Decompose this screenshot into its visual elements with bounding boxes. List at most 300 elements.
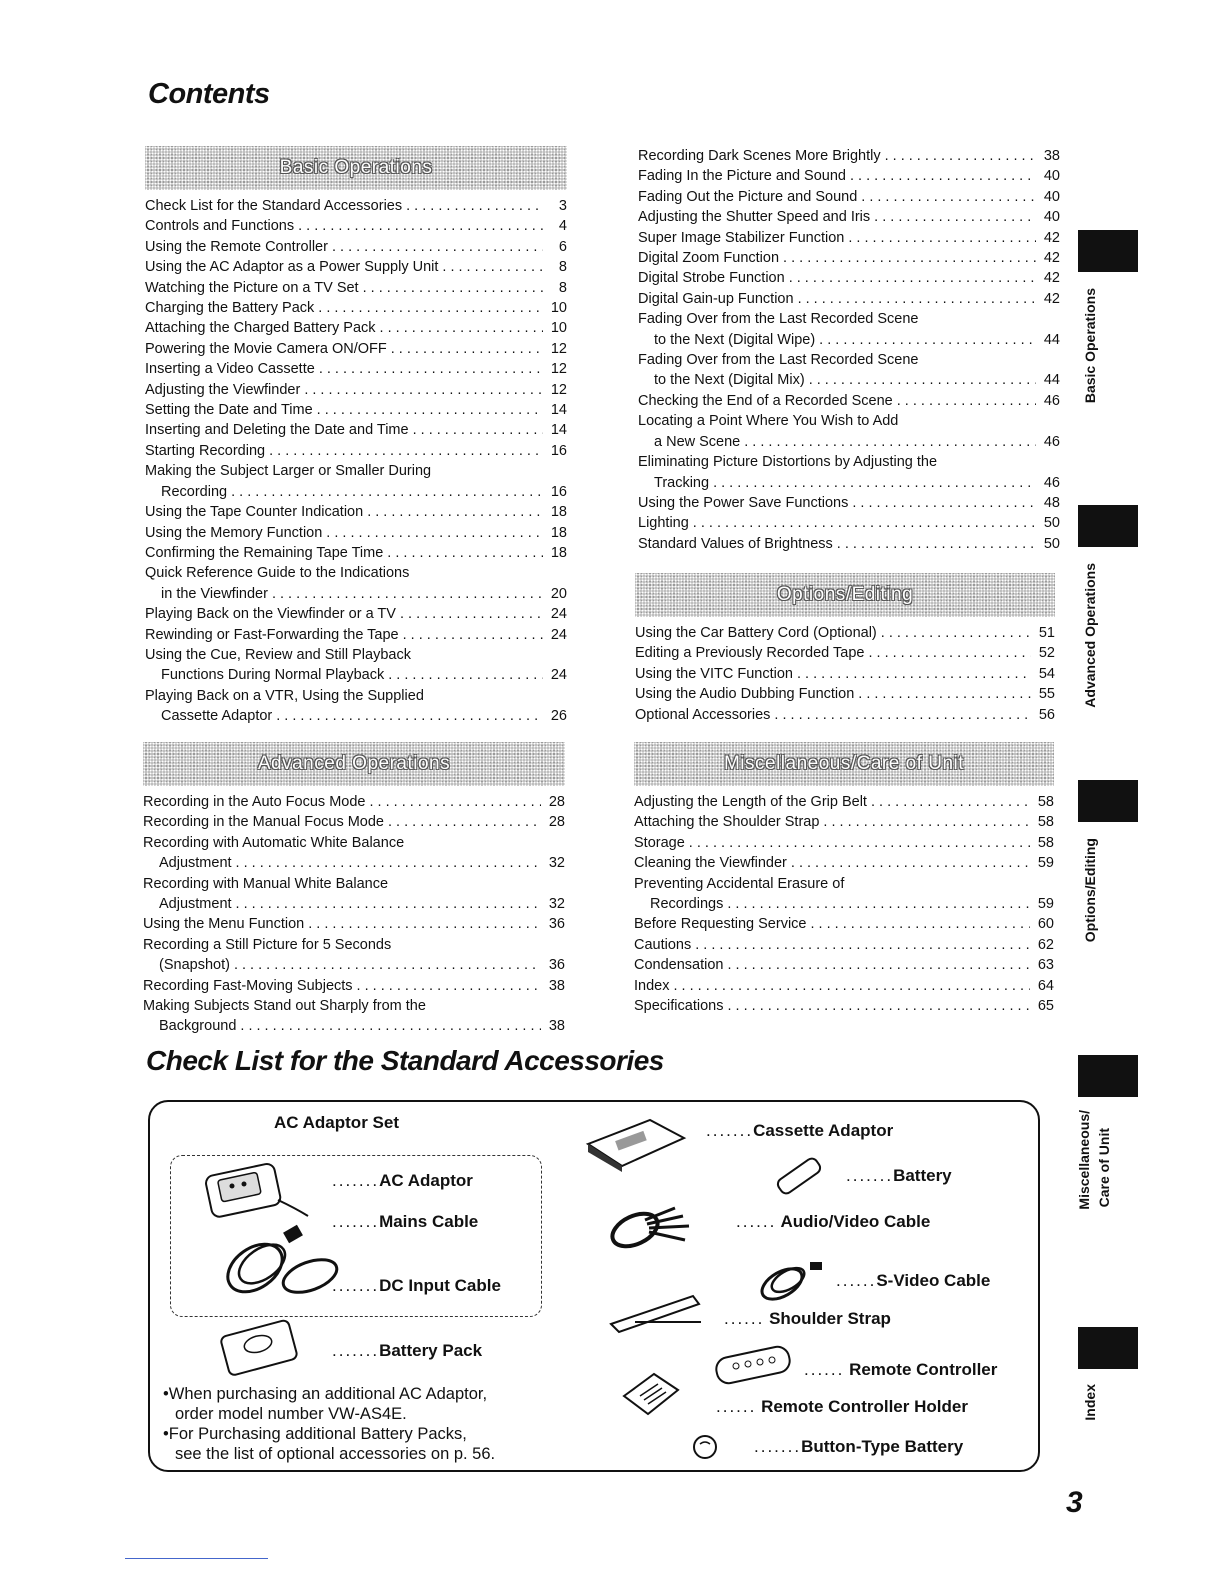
toc-entry [635,623,1055,643]
footer-rule [125,1558,268,1559]
av-cable-icon [605,1196,705,1254]
dot-leader [369,792,541,812]
tab-index[interactable]: Index [1082,1384,1098,1421]
toc-entry [638,493,1060,513]
dot-leader [272,584,543,604]
cassette-adaptor-icon [580,1114,690,1176]
toc-entry-label: Adjustment [159,896,232,913]
toc-entry-label: Inserting and Deleting the Date and Time [145,422,409,439]
toc-entry [143,996,565,1037]
toc-entry-label: Using the Menu Function [143,916,305,933]
button-battery-item: .......Button-Type Battery [754,1437,964,1456]
toc-entry [143,935,565,976]
toc-entry-page: 44 [1043,372,1060,389]
dot-leader [713,473,1036,493]
toc-entry-page: 59 [1037,855,1054,872]
toc-entry-page: 50 [1043,515,1060,532]
toc-entry-page: 55 [1038,686,1055,703]
toc-entry-page: 12 [550,361,567,378]
toc-entry-label: Using the Memory Function [145,524,323,541]
toc-entry [638,228,1060,248]
toc-entry-label: Using the Power Save Functions [638,494,849,511]
remote-holder-icon [620,1370,682,1418]
toc-entry-page: 24 [550,626,567,643]
toc-entry-page: 32 [548,896,565,913]
dot-leader [319,359,543,379]
toc-entry-label: (Snapshot) [159,957,230,974]
tab-block-basic [1078,230,1138,272]
toc-right-column [638,146,1060,554]
tab-block-advanced [1078,505,1138,547]
toc-entry-label: Confirming the Remaining Tape Time [145,544,384,561]
dot-leader [388,665,543,685]
dot-leader [357,976,541,996]
toc-entry-label: Storage [634,834,685,851]
toc-entry-label: Digital Zoom Function [638,250,780,267]
toc-entry-page: 38 [548,977,565,994]
toc-entry-label: Attaching the Charged Battery Pack [145,320,376,337]
toc-entry [634,853,1054,873]
tab-basic-operations[interactable]: Basic Operations [1082,288,1098,404]
toc-entry-label: Watching the Picture on a TV Set [145,279,359,296]
dot-leader [231,482,543,502]
toc-entry-label: Standard Values of Brightness [638,535,833,552]
toc-entry-page: 6 [558,238,567,255]
toc-entry-label: Before Requesting Service [634,916,807,933]
toc-entry-label: Controls and Functions [145,218,295,235]
dot-leader [858,684,1031,704]
toc-entry [145,563,567,604]
dot-leader [897,391,1036,411]
dot-leader [236,853,541,873]
toc-entry-page: 36 [548,916,565,933]
toc-entry-label: Using the Tape Counter Indication [145,504,364,521]
dot-leader [326,523,543,543]
av-cable-item: ...... Audio/Video Cable [736,1212,931,1231]
toc-entry [145,502,567,522]
toc-entry-label: in the Viewfinder [161,585,268,602]
dc-input-cable-item: .......DC Input Cable [332,1276,501,1295]
battery-item: .......Battery [846,1166,952,1185]
tab-block-index [1078,1327,1138,1369]
toc-entry-page: 46 [1043,474,1060,491]
toc-entry-page: 58 [1037,814,1054,831]
toc-entry-page: 40 [1043,188,1060,205]
ac-adaptor-item: .......AC Adaptor [332,1171,473,1190]
dot-leader [789,268,1036,288]
dot-leader [811,914,1031,934]
toc-basic-list [145,196,567,727]
toc-entry-page: 26 [550,708,567,725]
dot-leader [727,894,1030,914]
toc-entry-page: 14 [550,422,567,439]
dot-leader [380,318,543,338]
toc-entry [143,812,565,832]
dot-leader [874,207,1036,227]
mains-cable-item: .......Mains Cable [332,1212,479,1231]
toc-entry [638,146,1060,166]
toc-entry [638,166,1060,186]
toc-entry [145,339,567,359]
toc-entry-label: a New Scene [654,433,741,450]
toc-entry-page: 65 [1037,998,1054,1015]
toc-entry [145,196,567,216]
dot-leader [852,493,1036,513]
toc-misc-column [634,742,1054,1016]
toc-entry-label: Optional Accessories [635,706,771,723]
dot-leader [388,812,541,832]
toc-entry-label: Recording in the Manual Focus Mode [143,814,384,831]
toc-entry-label: Adjusting the Length of the Grip Belt [634,794,867,810]
toc-entry [638,187,1060,207]
toc-entry-label: Recording with Manual White Balance [143,875,389,892]
toc-options-column [635,573,1055,725]
toc-entry [143,874,565,915]
toc-entry-label: Fading Over from the Last Recorded Scene [638,311,919,328]
page-number: 3 [1066,1486,1083,1519]
toc-entry-label: Charging the Battery Pack [145,300,315,317]
toc-entry [145,278,567,298]
toc-entry-label: Using the Remote Controller [145,238,328,255]
toc-entry [145,216,567,236]
toc-entry-label: Lighting [638,515,689,532]
toc-entry [145,543,567,563]
tab-misc-line1[interactable]: Miscellaneous/ [1076,1110,1092,1210]
toc-entry-label: Locating a Point Where You Wish to Add [638,413,899,430]
toc-entry-page: 10 [550,300,567,317]
toc-entry-label: Inserting a Video Cassette [145,361,315,378]
dot-leader [400,604,543,624]
toc-entry-label: Specifications [634,998,724,1015]
toc-entry-label: Fading Over from the Last Recorded Scene [638,352,919,369]
toc-entry-page: 48 [1043,494,1060,511]
toc-entry-page: 36 [548,957,565,974]
toc-entry-label: Attaching the Shoulder Strap [634,814,820,831]
dot-leader [236,894,541,914]
toc-entry-label: Condensation [634,957,724,974]
toc-entry [638,411,1060,452]
dot-leader [819,330,1036,350]
toc-entry-page: 3 [558,198,567,214]
cable-coil-icon [210,1218,350,1308]
toc-entry [145,461,567,502]
dot-leader [304,380,543,400]
toc-entry [143,833,565,874]
ac-adaptor-set-label: AC Adaptor Set [274,1113,399,1132]
toc-entry-page: 18 [550,504,567,521]
toc-entry-page: 20 [550,585,567,602]
toc-entry-label: Using the Cue, Review and Still Playback [145,646,411,663]
banner-options-editing: Options/Editing [635,573,1055,617]
dot-leader [850,166,1036,186]
shoulder-strap-item: ...... Shoulder Strap [724,1309,891,1328]
dot-leader [298,216,543,236]
toc-entry [145,257,567,277]
toc-entry [638,534,1060,554]
toc-options-list [635,623,1055,725]
toc-entry-label: Digital Strobe Function [638,270,785,287]
banner-advanced-operations: Advanced Operations [143,742,565,786]
toc-entry [638,248,1060,268]
toc-entry-label: Super Image Stabilizer Function [638,229,845,246]
dot-leader [727,996,1030,1016]
toc-entry-page: 10 [550,320,567,337]
toc-misc-list [634,792,1054,1016]
dot-leader [871,792,1030,812]
toc-entry [638,350,1060,391]
toc-entry [638,289,1060,309]
dot-leader [693,513,1036,533]
toc-entry [638,391,1060,411]
toc-entry-label: Cleaning the Viewfinder [634,855,787,872]
tab-advanced-operations[interactable]: Advanced Operations [1082,563,1098,708]
button-battery-icon [690,1432,722,1462]
toc-entry [143,792,565,812]
toc-entry [634,976,1054,996]
toc-entry-label: Adjusting the Shutter Speed and Iris [638,209,871,226]
toc-entry-label: Eliminating Picture Distortions by Adjusting the [638,454,938,471]
toc-entry-page: 54 [1038,665,1055,682]
toc-entry-label: Fading Out the Picture and Sound [638,188,858,205]
dot-leader [391,339,543,359]
dot-leader [406,196,543,216]
dot-leader [403,625,543,645]
toc-entry-page: 8 [558,259,567,276]
toc-entry-page: 42 [1043,290,1060,307]
toc-entry-page: 24 [550,606,567,623]
toc-entry-page: 18 [550,524,567,541]
dot-leader [387,543,543,563]
toc-entry-label: Powering the Movie Camera ON/OFF [145,340,387,357]
toc-entry-page: 50 [1043,535,1060,552]
toc-entry-page: 56 [1038,706,1055,723]
banner-misc-care: Miscellaneous/Care of Unit [634,742,1054,786]
toc-entry-page: 4 [558,218,567,235]
toc-entry-page: 51 [1038,625,1055,641]
toc-entry-label: Adjusting the Viewfinder [145,381,301,398]
dot-leader [695,935,1030,955]
toc-entry-label: Setting the Date and Time [145,402,313,419]
toc-entry-label: Playing Back on the Viewfinder or a TV [145,606,396,623]
toc-entry-page: 18 [550,544,567,561]
dot-leader [332,237,543,257]
battery-pack-icon [218,1318,308,1380]
toc-entry-label: Making Subjects Stand out Sharply from the [143,998,426,1015]
toc-entry [145,645,567,686]
dot-leader [797,664,1031,684]
dot-leader [413,420,543,440]
remote-controller-icon [710,1342,800,1387]
toc-entry [145,420,567,440]
toc-entry-page: 42 [1043,270,1060,287]
toc-entry [635,664,1055,684]
toc-entry-page: 16 [550,442,567,459]
dot-leader [269,441,543,461]
toc-entry-page: 40 [1043,209,1060,226]
toc-entry-page: 62 [1037,936,1054,953]
toc-entry [634,874,1054,915]
toc-entry-label: Index [634,977,670,994]
toc-entry [634,996,1054,1016]
toc-entry-page: 28 [548,794,565,810]
toc-entry [634,792,1054,812]
toc-entry [638,513,1060,533]
battery-icon [772,1156,832,1196]
dot-leader [885,146,1036,166]
toc-entry [145,625,567,645]
toc-entry-label: Tracking [654,474,710,491]
toc-entry [638,207,1060,227]
toc-advanced-list [143,792,565,1037]
toc-entry-page: 12 [550,340,567,357]
dot-leader [868,643,1031,663]
toc-entry [634,955,1054,975]
dot-leader [318,298,543,318]
toc-entry-page: 46 [1043,392,1060,409]
toc-entry [145,523,567,543]
dot-leader [728,955,1031,975]
toc-entry-page: 16 [550,483,567,500]
toc-entry [145,359,567,379]
dot-leader [791,853,1030,873]
dot-leader [367,502,543,522]
battery-pack-item: .......Battery Pack [332,1341,483,1360]
toc-entry-page: 28 [548,814,565,831]
dot-leader [744,432,1036,452]
toc-entry-label: Quick Reference Guide to the Indications [145,565,410,582]
dot-leader [881,623,1031,643]
toc-entry-page: 46 [1043,433,1060,450]
toc-entry-label: Check List for the Standard Accessories [145,198,403,214]
toc-entry-label: Fading In the Picture and Sound [638,168,846,185]
toc-entry [145,380,567,400]
toc-entry-label: Using the Car Battery Cord (Optional) [635,625,877,641]
toc-entry-label: Adjustment [159,855,232,872]
toc-entry-page: 8 [558,279,567,296]
toc-entry [143,976,565,996]
toc-entry-label: Recordings [650,896,724,913]
dot-leader [823,812,1030,832]
toc-entry [145,237,567,257]
toc-entry-page: 42 [1043,250,1060,267]
toc-entry-page: 40 [1043,168,1060,185]
toc-entry-page: 42 [1043,229,1060,246]
toc-entry-page: 14 [550,402,567,419]
dot-leader [276,706,543,726]
toc-entry-label: Recording a Still Picture for 5 Seconds [143,936,392,953]
toc-entry-page: 60 [1037,916,1054,933]
dot-leader [861,187,1036,207]
toc-entry-page: 32 [548,855,565,872]
dot-leader [809,370,1036,390]
toc-entry-label: Cassette Adaptor [161,708,273,725]
toc-entry-label: Background [159,1018,237,1035]
toc-entry [638,268,1060,288]
ac-adaptor-icon [200,1160,315,1225]
toc-entry-label: Starting Recording [145,442,266,459]
note-ac-adaptor: •When purchasing an additional AC Adaptor, order model number VW-AS4E. •For Purchasing additional Battery Packs, see the list of optional accessories on p. 56. [163,1385,496,1463]
toc-entry-label: Recording [161,483,228,500]
dot-leader [689,833,1030,853]
dot-leader [317,400,543,420]
toc-entry [143,914,565,934]
toc-entry-label: Using the Audio Dubbing Function [635,686,855,703]
dot-leader [240,1016,541,1036]
dot-leader [774,705,1031,725]
shoulder-strap-icon [605,1288,705,1338]
toc-entry [145,686,567,727]
toc-entry-label: to the Next (Digital Mix) [654,372,805,389]
toc-entry-label: Preventing Accidental Erasure of [634,875,845,892]
toc-entry-label: Cautions [634,936,692,953]
dot-leader [848,228,1036,248]
remote-holder-item: ...... Remote Controller Holder [716,1397,968,1416]
toc-entry-page: 59 [1037,896,1054,913]
toc-entry [635,684,1055,704]
toc-entry-label: Recording Fast-Moving Subjects [143,977,353,994]
toc-entry-page: 24 [550,667,567,684]
dot-leader [363,278,543,298]
toc-entry-page: 64 [1037,977,1054,994]
toc-entry-label: Rewinding or Fast-Forwarding the Tape [145,626,399,643]
toc-entry-page: 58 [1037,794,1054,810]
toc-entry [635,705,1055,725]
svideo-cable-item: ......S-Video Cable [836,1271,991,1290]
toc-entry [145,298,567,318]
toc-entry [635,643,1055,663]
page-title: Contents [148,78,270,110]
checklist-heading: Check List for the Standard Accessories [146,1045,664,1076]
dot-leader [798,289,1036,309]
dot-leader [308,914,541,934]
toc-entry [638,309,1060,350]
tab-block-options [1078,780,1138,822]
toc-entry [145,318,567,338]
toc-entry [145,604,567,624]
tab-block-misc [1078,1055,1138,1097]
tab-options-editing[interactable]: Options/Editing [1082,838,1098,943]
toc-left-column [145,146,567,727]
toc-entry [634,935,1054,955]
dot-leader [234,955,541,975]
toc-entry [145,400,567,420]
toc-entry-page: 12 [550,381,567,398]
dot-leader [442,257,543,277]
toc-entry-label: Playing Back on a VTR, Using the Supplied [145,687,424,704]
toc-entry-label: Recording Dark Scenes More Brightly [638,148,881,164]
banner-basic-operations: Basic Operations [145,146,567,190]
toc-advanced-cont-list [638,146,1060,554]
toc-entry-label: Using the VITC Function [635,665,793,682]
toc-entry-label: Making the Subject Larger or Smaller During [145,463,432,480]
cassette-adaptor-item: .......Cassette Adaptor [706,1121,894,1140]
remote-controller-item: ...... Remote Controller [804,1360,998,1379]
dot-leader [837,534,1036,554]
toc-entry-label: Digital Gain-up Function [638,290,794,307]
toc-entry [145,441,567,461]
toc-entry-label: Recording with Automatic White Balance [143,834,405,851]
svideo-cable-icon [752,1254,832,1306]
tab-misc-line2[interactable]: Care of Unit [1096,1128,1112,1208]
toc-entry-page: 38 [1043,148,1060,164]
toc-entry-page: 38 [548,1018,565,1035]
dot-leader [673,976,1030,996]
toc-entry-page: 63 [1037,957,1054,974]
toc-entry-label: Using the AC Adaptor as a Power Supply Unit [145,259,439,276]
dot-leader [783,248,1036,268]
toc-entry-label: to the Next (Digital Wipe) [654,331,816,348]
toc-entry-label: Functions During Normal Playback [161,667,385,684]
